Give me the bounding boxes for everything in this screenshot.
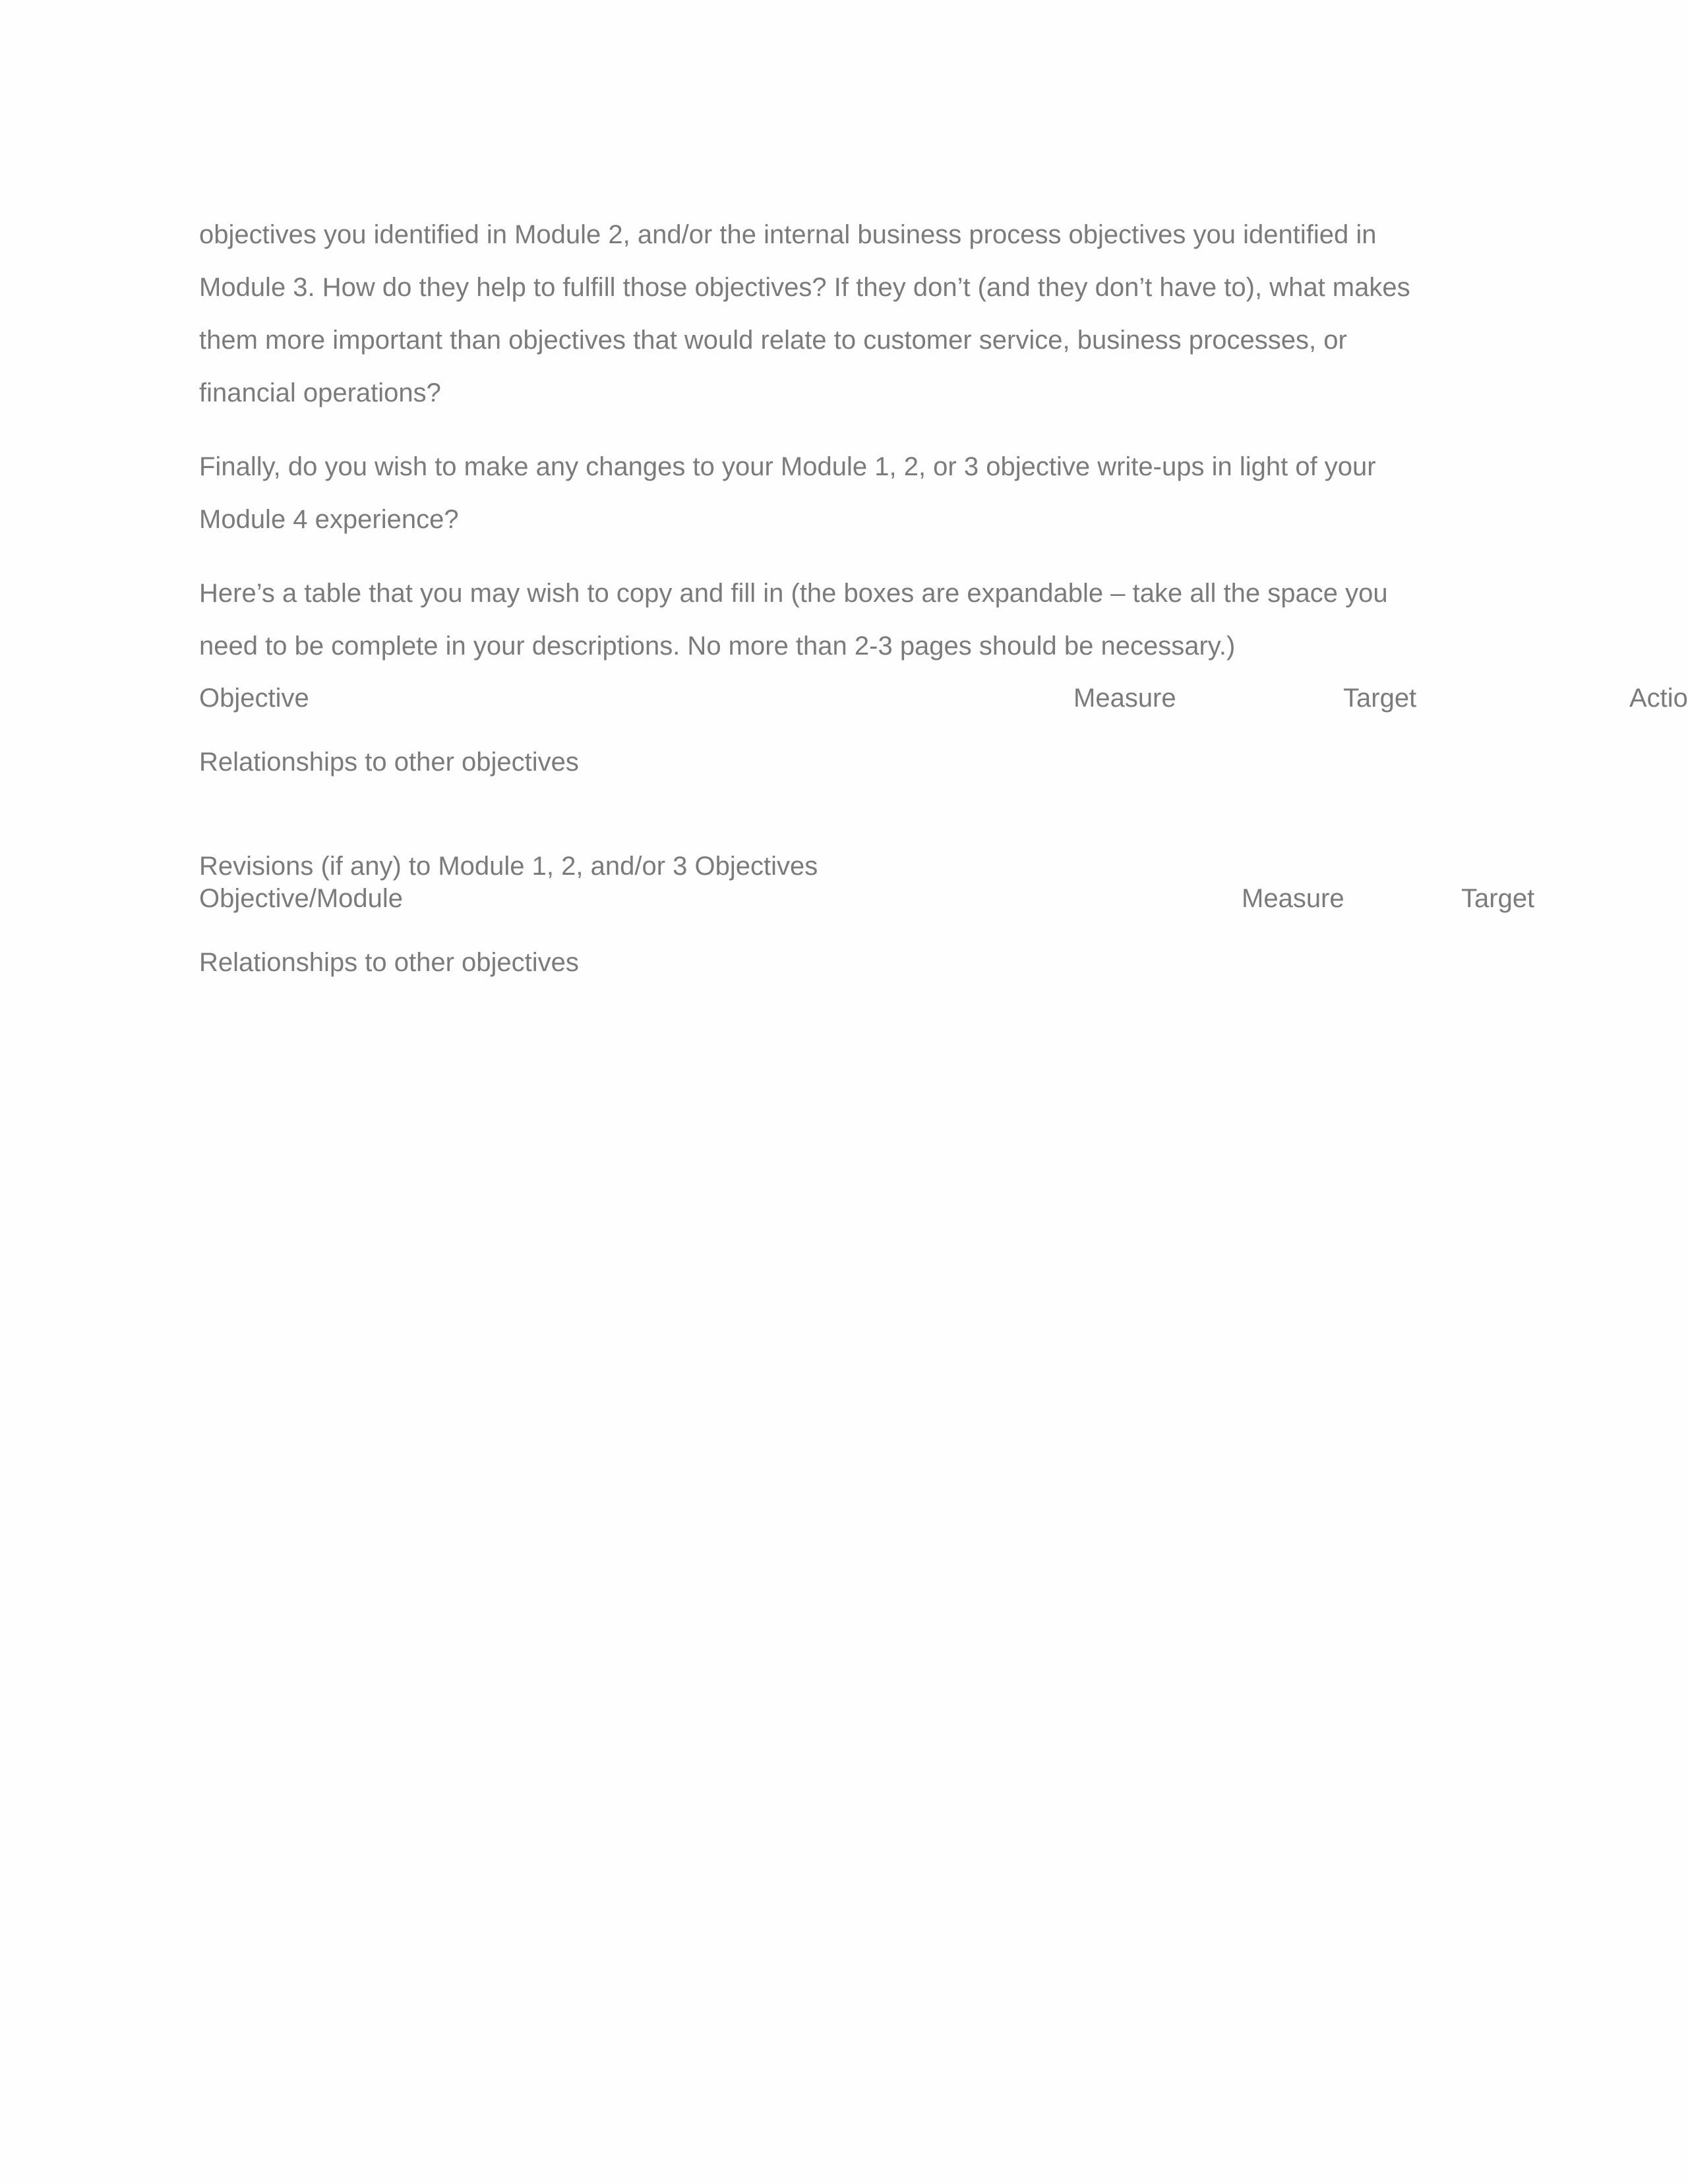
relationships-label: Relationships to other objectives: [199, 948, 579, 977]
body-text-line: Module 4 experience?: [199, 505, 459, 534]
body-text-line: objectives you identified in Module 2, and/or the internal business process objectives you identified in: [199, 220, 1377, 249]
table-header-objective-module: Objective/Module: [199, 884, 404, 913]
body-text-line: Finally, do you wish to make any changes to your Module 1, 2, or 3 objective write-ups in light of your: [199, 452, 1376, 481]
body-text-line: Module 3. How do they help to fulfill those objectives? If they don’t (and they don’t have to), what makes: [199, 273, 1410, 302]
table-header-action: Actio: [1629, 684, 1688, 713]
relationships-label: Relationships to other objectives: [199, 748, 579, 777]
body-text-line: Here’s a table that you may wish to copy and fill in (the boxes are expandable – take all the space you: [199, 579, 1388, 608]
body-text-line: need to be complete in your descriptions. No more than 2-3 pages should be necessary.): [199, 632, 1236, 661]
body-text-line: financial operations?: [199, 378, 441, 407]
table-header-measure: Measure: [1073, 684, 1176, 713]
revisions-heading: Revisions (if any) to Module 1, 2, and/or 3 Objectives: [199, 852, 818, 881]
table-header-target: Target: [1461, 884, 1535, 913]
table-header-measure: Measure: [1242, 884, 1344, 913]
table-header-target: Target: [1343, 684, 1417, 713]
body-text-line: them more important than objectives that would relate to customer service, business processes, or: [199, 326, 1347, 355]
table-header-objective: Objective: [199, 684, 309, 713]
